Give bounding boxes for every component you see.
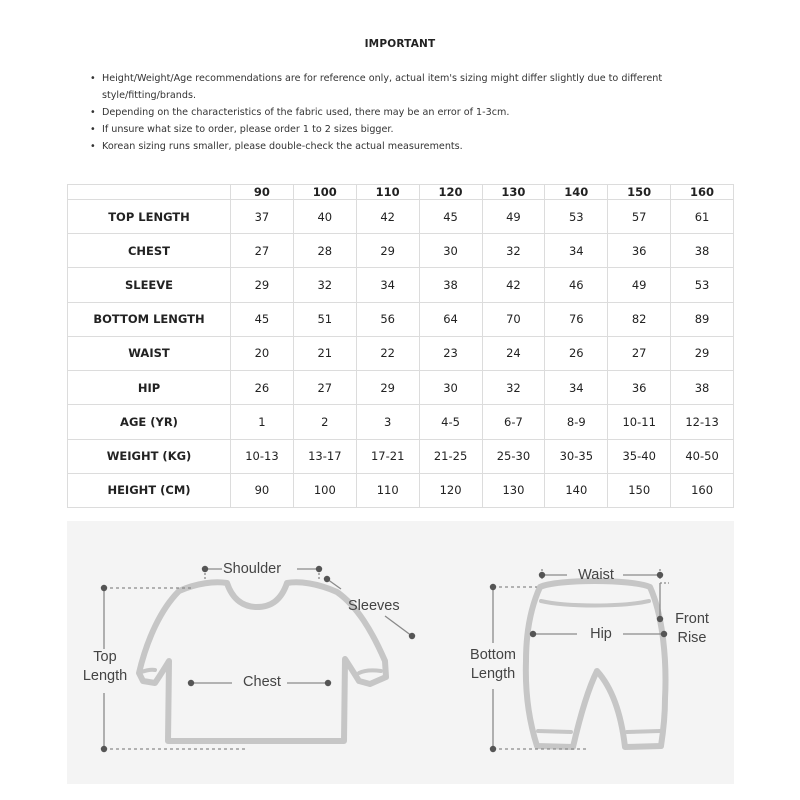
- table-cell: 21-25: [419, 439, 482, 473]
- note-item: • Korean sizing runs smaller, please double-check the actual measurements.: [88, 138, 728, 155]
- top-length-label: Top Length: [82, 649, 128, 684]
- table-cell: 20: [231, 336, 294, 370]
- table-cell: 61: [671, 200, 734, 234]
- table-cell: 13-17: [293, 439, 356, 473]
- table-cell: 22: [356, 336, 419, 370]
- table-cell: 56: [356, 302, 419, 336]
- chest-label: Chest: [243, 674, 281, 690]
- table-cell: 29: [671, 336, 734, 370]
- notes-list: [88, 70, 728, 155]
- table-cell: 24: [482, 336, 545, 370]
- table-row: [68, 405, 734, 439]
- table-cell: 70: [482, 302, 545, 336]
- size-header-row: [68, 185, 734, 200]
- size-header: 120: [419, 185, 482, 200]
- table-cell: 46: [545, 268, 608, 302]
- table-cell: 30-35: [545, 439, 608, 473]
- table-cell: 4-5: [419, 405, 482, 439]
- table-cell: 35-40: [608, 439, 671, 473]
- row-label: WEIGHT (KG): [68, 439, 231, 473]
- table-cell: 25-30: [482, 439, 545, 473]
- table-cell: 21: [293, 336, 356, 370]
- table-cell: 34: [545, 371, 608, 405]
- table-cell: 130: [482, 473, 545, 507]
- top-measure-dots: [101, 566, 415, 752]
- row-label: WAIST: [68, 336, 231, 370]
- table-cell: 42: [356, 200, 419, 234]
- table-cell: 140: [545, 473, 608, 507]
- note-item: • Depending on the characteristics of the fabric used, there may be an error of 1-3cm.: [88, 104, 728, 121]
- table-cell: 36: [608, 234, 671, 268]
- table-row: [68, 336, 734, 370]
- table-cell: 89: [671, 302, 734, 336]
- table-cell: 45: [419, 200, 482, 234]
- table-row: [68, 473, 734, 507]
- table-cell: 38: [671, 371, 734, 405]
- table-cell: 10-13: [231, 439, 294, 473]
- table-cell: 2: [293, 405, 356, 439]
- table-cell: 17-21: [356, 439, 419, 473]
- table-cell: 40-50: [671, 439, 734, 473]
- sleeves-label: Sleeves: [348, 598, 400, 614]
- bottom-length-label: Bottom Length: [470, 647, 516, 682]
- row-label: HIP: [68, 371, 231, 405]
- front-rise-label: Front Rise: [675, 611, 709, 646]
- table-cell: 90: [231, 473, 294, 507]
- table-cell: 34: [356, 268, 419, 302]
- table-cell: 45: [231, 302, 294, 336]
- table-cell: 110: [356, 473, 419, 507]
- size-header: 160: [671, 185, 734, 200]
- table-cell: 36: [608, 371, 671, 405]
- table-cell: 32: [293, 268, 356, 302]
- table-cell: 51: [293, 302, 356, 336]
- table-cell: 49: [608, 268, 671, 302]
- shoulder-label: Shoulder: [223, 561, 282, 577]
- table-cell: 38: [419, 268, 482, 302]
- size-header: 150: [608, 185, 671, 200]
- table-cell: 53: [671, 268, 734, 302]
- size-header: 110: [356, 185, 419, 200]
- important-title: IMPORTANT: [364, 38, 436, 50]
- note-item: • If unsure what size to order, please order 1 to 2 sizes bigger.: [88, 121, 728, 138]
- row-label: TOP LENGTH: [68, 200, 231, 234]
- row-label: HEIGHT (CM): [68, 473, 231, 507]
- table-cell: 29: [356, 234, 419, 268]
- table-row: [68, 234, 734, 268]
- table-cell: 32: [482, 371, 545, 405]
- table-cell: 38: [671, 234, 734, 268]
- table-row: [68, 302, 734, 336]
- measurement-diagram: [67, 521, 734, 784]
- corner-cell: [68, 185, 231, 200]
- table-cell: 53: [545, 200, 608, 234]
- table-cell: 27: [293, 371, 356, 405]
- table-cell: 120: [419, 473, 482, 507]
- table-cell: 10-11: [608, 405, 671, 439]
- row-label: BOTTOM LENGTH: [68, 302, 231, 336]
- size-table-body: [68, 200, 734, 508]
- measurement-illustration: [67, 521, 734, 784]
- table-cell: 27: [608, 336, 671, 370]
- top-measure-lines: [104, 569, 412, 749]
- table-cell: 57: [608, 200, 671, 234]
- table-cell: 29: [356, 371, 419, 405]
- size-header: 140: [545, 185, 608, 200]
- table-cell: 8-9: [545, 405, 608, 439]
- table-row: [68, 268, 734, 302]
- table-cell: 26: [545, 336, 608, 370]
- table-row: [68, 200, 734, 234]
- table-cell: 82: [608, 302, 671, 336]
- table-row: [68, 371, 734, 405]
- table-cell: 29: [231, 268, 294, 302]
- size-chart-table: [67, 184, 734, 508]
- table-cell: 3: [356, 405, 419, 439]
- table-cell: 100: [293, 473, 356, 507]
- table-cell: 37: [231, 200, 294, 234]
- size-header: 90: [231, 185, 294, 200]
- size-header: 100: [293, 185, 356, 200]
- table-cell: 26: [231, 371, 294, 405]
- table-cell: 12-13: [671, 405, 734, 439]
- table-cell: 40: [293, 200, 356, 234]
- table-cell: 30: [419, 234, 482, 268]
- table-cell: 27: [231, 234, 294, 268]
- note-item: • Height/Weight/Age recommendations are for reference only, actual item's sizing might differ slightly due to different style/fitting/brands.: [88, 70, 728, 104]
- table-cell: 64: [419, 302, 482, 336]
- table-cell: 42: [482, 268, 545, 302]
- hip-label: Hip: [590, 626, 612, 642]
- waist-label: Waist: [578, 567, 614, 583]
- table-cell: 150: [608, 473, 671, 507]
- row-label: SLEEVE: [68, 268, 231, 302]
- table-cell: 32: [482, 234, 545, 268]
- table-cell: 23: [419, 336, 482, 370]
- table-row: [68, 439, 734, 473]
- row-label: CHEST: [68, 234, 231, 268]
- pants-illustration: [526, 581, 666, 747]
- table-cell: 160: [671, 473, 734, 507]
- table-cell: 49: [482, 200, 545, 234]
- row-label: AGE (YR): [68, 405, 231, 439]
- table-cell: 28: [293, 234, 356, 268]
- table-cell: 76: [545, 302, 608, 336]
- table-cell: 1: [231, 405, 294, 439]
- table-cell: 30: [419, 371, 482, 405]
- table-cell: 6-7: [482, 405, 545, 439]
- size-header: 130: [482, 185, 545, 200]
- table-cell: 34: [545, 234, 608, 268]
